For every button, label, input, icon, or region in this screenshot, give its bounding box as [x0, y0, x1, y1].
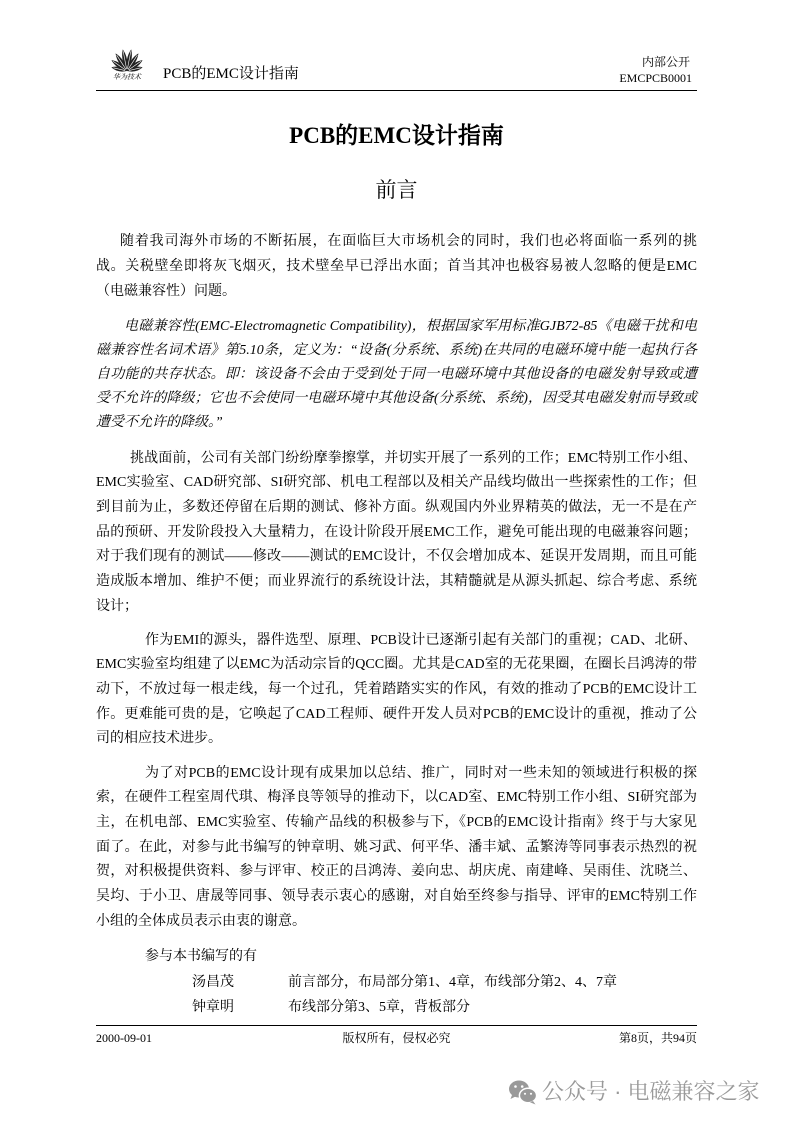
contributor-name: 汤昌茂 [192, 974, 234, 990]
footer-page-info: 第8页，共94页 [618, 1031, 697, 1045]
contributor-parts: 布线部分第3、5章，背板部分 [288, 999, 470, 1015]
paragraph-line: 随着我司海外市场的不断拓展，在面临巨大市场机会的同时，我们也必将面临一系列的挑 [120, 233, 697, 249]
paragraph-line: （电磁兼容性）问题。 [96, 283, 236, 299]
section-title: 前言 [375, 178, 418, 202]
footer-divider [96, 1025, 697, 1026]
paragraph-line: 品的预研、开发阶段投入大量精力，在设计阶段开展EMC工作，避免可能出现的电磁兼容问题； [96, 524, 697, 540]
preface-paragraph [96, 762, 697, 935]
paragraph-line: 受不允许的降级；它也不会使同一电磁环境中其他设备(分系统、系统)，因受其电磁发射而导致或 [96, 391, 697, 406]
paragraph-line: 作为EMI的源头，器件选型、原理、PCB设计已逐渐引起有关部门的重视；CAD、北研、 [145, 632, 697, 648]
paragraph-line: 自功能的共存状态。即：该设备不会由于受到处于同一电磁环境中其他设备的电磁发射导致或遭 [96, 367, 697, 382]
paragraph-line: 动下，不放过每一根走线，每一个过孔，凭着踏踏实实的作风，有效的推动了PCB的EMC设计工 [96, 682, 697, 697]
preface-paragraph [96, 229, 697, 304]
definition-paragraph [96, 315, 697, 435]
logo-text: 华为技术 [113, 73, 141, 81]
paragraph-line: 遭受不允许的降级。” [96, 415, 223, 430]
paragraph-line: 电磁兼容性(EMC-Electromagnetic Compatibility)，根据国家军用标准GJB72-85《电磁干扰和电 [124, 319, 697, 334]
contributor-parts: 前言部分，布局部分第1、4章，布线部分第2、4、7章 [288, 974, 617, 990]
paragraph-line: 小组的全体成员表示由衷的谢意。 [96, 913, 306, 929]
paragraph-line: 对于我们现有的测试——修改——测试的EMC设计，不仅会增加成本、延误开发周期，而且可能 [96, 549, 697, 565]
contributor-row [0, 995, 793, 1020]
paragraph-line: 设计； [96, 598, 138, 614]
paragraph-line: 主，在机电部、EMC实验室、传输产品线的积极参与下，《PCB的EMC设计指南》终于与大家见 [96, 815, 697, 830]
paragraph-line: 到目前为止，多数还停留在后期的测试、修补方面。纵观国内外业界精英的做法，无一不是在产 [96, 500, 697, 515]
classification-label: 内部公开 [641, 55, 690, 69]
watermark-text: 公众号 · 电磁兼容之家 [542, 1079, 760, 1104]
footer-copyright: 版权所有，侵权必究 [342, 1031, 451, 1045]
paragraph-line: 作。更难能可贵的是，它唤起了CAD工程师、硬件开发人员对PCB的EMC设计的重视，推动了公 [96, 706, 697, 722]
paragraph-line: 吴均、于小卫、唐晟等同事、领导表示衷心的感谢，对自始至终参与指导、评审的EMC特别工作 [96, 889, 697, 905]
preface-paragraph [96, 629, 697, 753]
document-title: PCB的EMC设计指南 [289, 123, 504, 148]
company-logo [104, 42, 150, 82]
footer-date: 2000-09-01 [96, 1031, 152, 1045]
contributors-heading: 参与本书编写的有 [145, 948, 257, 964]
fan-logo-icon [104, 42, 150, 74]
paragraph-line: 造成版本增加、维护不便；而业界流行的系统设计法，其精髓就是从源头抓起、综合考虑、系统 [96, 574, 697, 590]
contributor-row [0, 970, 793, 995]
wechat-icon [508, 1078, 538, 1106]
header-divider [96, 90, 697, 91]
paragraph-line: 面了。在此，对参与此书编写的钟章明、姚习武、何平华、潘丰斌、孟繁涛等同事表示热烈的祝 [96, 839, 697, 855]
paragraph-line: 司的相应技术进步。 [96, 731, 222, 747]
paragraph-line: 挑战面前，公司有关部门纷纷摩拳擦掌，并切实开展了一系列的工作；EMC特别工作小组、 [130, 450, 697, 466]
paragraph-line: EMC实验室、CAD研究部、SI研究部、机电工程部以及相关产品线均做出一些探索性的工作；但 [96, 475, 697, 491]
paragraph-line: 磁兼容性名词术语》第5.10条，定义为：“设备(分系统、系统)在共同的电磁环境中能一起执行各 [96, 343, 697, 358]
paragraph-line: 贺，对积极提供资料、参与评审、校正的吕鸿涛、姜向忠、胡庆虎、南建峰、吴雨佳、沈晓兰、 [96, 864, 697, 880]
contributor-name: 钟章明 [192, 999, 234, 1015]
preface-paragraph [96, 447, 697, 620]
paragraph-line: 战。关税壁垒即将灰飞烟灭，技术壁垒早已浮出水面；首当其冲也极容易被人忽略的便是EMC [96, 258, 697, 274]
document-code: EMCPCB0001 [619, 71, 692, 85]
paragraph-line: EMC实验室均组建了以EMC为活动宗旨的QCC圈。尤其是CAD室的无花果圈，在圈长吕鸿涛的带 [96, 657, 697, 673]
paragraph-line: 为了对PCB的EMC设计现有成果加以总结、推广，同时对一些未知的领域进行积极的探 [145, 765, 697, 781]
header-title: PCB的EMC设计指南 [163, 66, 299, 82]
paragraph-line: 索，在硬件工程室周代琪、梅泽良等领导的推动下，以CAD室、EMC特别工作小组、SI研究部为 [96, 790, 697, 806]
